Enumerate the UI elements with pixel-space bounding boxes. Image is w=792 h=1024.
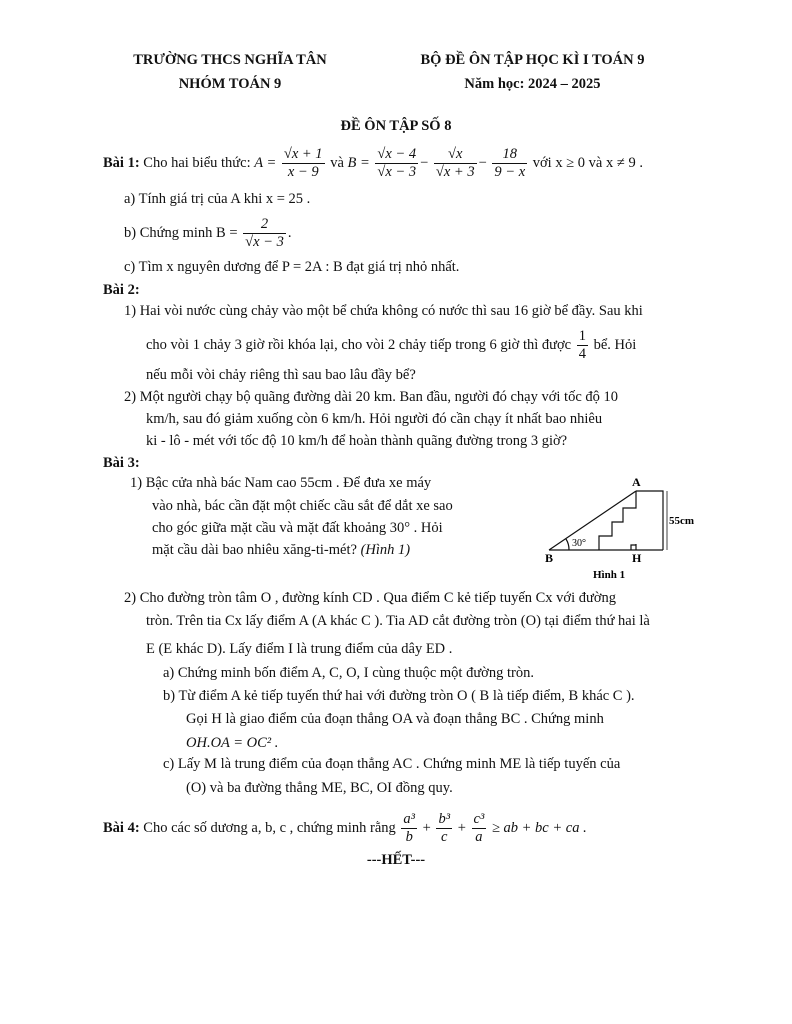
bai3-question-b-line3: OH.OA = OC² .: [186, 735, 279, 751]
bai4-fraction-1: $\frac{\text{a³}}{b}$: [403, 811, 416, 846]
bai4-fraction-3: $\frac{\text{c³}}{a}$: [473, 811, 485, 846]
bai3-p1-line2: vào nhà, bác cần đặt một chiếc cầu sắt để dắt xe sao: [152, 498, 453, 514]
figure-reference: (Hình 1): [360, 542, 411, 558]
expr-a-fraction: $\frac{√x + 1}{x - 9}$: [283, 146, 323, 181]
bai3-p1-line1: 1) Bậc cửa nhà bác Nam cao 55cm . Để đưa xe máy: [130, 475, 432, 491]
bai2-p2-line2: km/h, sau đó giảm xuống còn 6 km/h. Hỏi người đó cần chạy ít nhất bao nhiêu: [146, 411, 603, 427]
plus-sign-1: +: [422, 820, 431, 836]
fig-caption: Hình 1: [593, 569, 626, 581]
expr-b-fraction-2: $\frac{√x}{√x + 3}$: [435, 146, 475, 181]
expr-b-fraction-1: $\frac{√x - 4}{√x - 3}$: [377, 146, 417, 181]
bai3-label: Bài 3:: [103, 455, 140, 471]
bai3-question-c-line2: (O) và ba đường thẳng ME, BC, OI đồng quy.: [186, 780, 453, 796]
fig-label-h: H: [632, 551, 642, 565]
bai4-text: Cho các số dương a, b, c , chứng minh rằng: [143, 820, 396, 836]
expr-b-lhs: B =: [347, 155, 370, 171]
bai1-label: Bài 1:: [103, 155, 140, 171]
bai3-p1-question: mặt cầu dài bao nhiêu xăng-ti-mét?: [152, 542, 357, 558]
bai3-question-b-line1: b) Từ điểm A kẻ tiếp tuyến thứ hai với đường tròn O ( B là tiếp điểm, B khác C ).: [163, 688, 635, 704]
quarter-fraction: $\frac{1}{4}$: [578, 328, 586, 363]
expr-a-lhs: A =: [254, 155, 277, 171]
bai3-p1-line3: cho góc giữa mặt cầu và mặt đất khoảng 30° . Hỏi: [152, 520, 443, 536]
bai1-question-b: b) Chứng minh B = $\frac{2}{√x - 3}$ .: [124, 216, 292, 251]
bai4-rhs: ≥ ab + bc + ca .: [491, 820, 587, 836]
bai4-label: Bài 4:: [103, 820, 140, 836]
plus-sign-2: +: [457, 820, 466, 836]
fig-label-a: A: [632, 475, 641, 489]
bai3-question-c-line1: c) Lấy M là trung điểm của đoạn thẳng AC . Chứng minh ME là tiếp tuyến của: [163, 756, 621, 772]
bai2-p2-line1: 2) Một người chạy bộ quãng đường dài 20 km. Ban đầu, người đó chạy với tốc độ 10: [124, 389, 619, 405]
fig-label-b: B: [545, 551, 554, 565]
bai3-question-b-line2: Gọi H là giao điểm của đoạn thẳng OA và đoạn thẳng BC . Chứng minh: [186, 711, 604, 727]
bai3-question-a: a) Chứng minh bốn điểm A, C, O, I cùng thuộc một đường tròn.: [163, 665, 534, 681]
bai2-label: Bài 2:: [103, 282, 140, 298]
school-name: TRƯỜNG THCS NGHĨA TÂN: [133, 52, 327, 68]
bai2-p1-text-end: bể. Hỏi: [593, 337, 637, 353]
and-word: và: [330, 155, 344, 171]
bai3-p2-line2: tròn. Trên tia Cx lấy điểm A (A khác C ). Tia AD cắt đường tròn (O) tại điểm thứ hai là: [146, 613, 650, 629]
condition: với x ≥ 0 và x ≠ 9 .: [532, 155, 643, 171]
bai1-intro: Cho hai biểu thức:: [143, 155, 251, 171]
bai2-p1-line3: nếu mỗi vòi chảy riêng thì sau bao lâu đầy bể?: [146, 367, 416, 383]
bai1-statement: Bài 1: Cho hai biểu thức: A = $\frac{√x + 1}{x - 9}$ và B = $\frac{√x - 4}{√x - 3}$ − $\frac{√x}{√x + 3}$ − $\frac{18}{9 - x}$ với x ≥ 0 và x ≠ 9 .: [103, 146, 643, 181]
fig-angle-label: 30°: [572, 538, 586, 549]
bai4-statement: [103, 809, 587, 847]
bai2-p1-line1: 1) Hai vòi nước cùng chảy vào một bể chứa không có nước thì sau 16 giờ bể đầy. Sau khi: [124, 303, 643, 319]
school-year: Năm học: 2024 – 2025: [464, 76, 601, 92]
end-marker: ---HẾT---: [366, 852, 426, 868]
bai4-fraction-2: $\frac{\text{b³}}{c}$: [438, 811, 451, 846]
bai1-question-a: a) Tính giá trị của A khi x = 25 .: [124, 191, 311, 207]
bai3-p1-line4: [152, 542, 410, 559]
bai3-p2-line3: E (E khác D). Lấy điểm I là trung điểm của dây ED .: [146, 641, 453, 657]
group-name: NHÓM TOÁN 9: [178, 76, 282, 92]
bai2-p1-text: cho vòi 1 chảy 3 giờ rồi khóa lại, cho vòi 2 chảy tiếp trong 6 giờ thì được: [146, 337, 572, 353]
expr-b-fraction-3: $\frac{18}{9 - x}$: [494, 146, 526, 181]
bai2-p1-line2: [146, 326, 636, 364]
bai1-qb-text: b) Chứng minh B =: [124, 225, 238, 241]
bai1-question-c: c) Tìm x nguyên dương để P = 2A : B đạt giá trị nhỏ nhất.: [124, 259, 460, 275]
figure-1-diagram: [535, 472, 710, 584]
bai1-qb-fraction: $\frac{2}{√x - 3}$: [245, 216, 284, 251]
bai2-p2-line3: ki - lô - mét với tốc độ 10 km/h để hoàn thành quãng đường trong 3 giờ?: [146, 433, 568, 449]
bai3-p2-line1: 2) Cho đường tròn tâm O , đường kính CD . Qua điểm C kẻ tiếp tuyến Cx với đường: [124, 590, 617, 606]
page-title: ĐỀ ÔN TẬP SỐ 8: [340, 118, 452, 134]
exam-title: BỘ ĐỀ ÔN TẬP HỌC KÌ I TOÁN 9: [420, 52, 645, 68]
fig-height-label: 55cm: [669, 515, 695, 527]
